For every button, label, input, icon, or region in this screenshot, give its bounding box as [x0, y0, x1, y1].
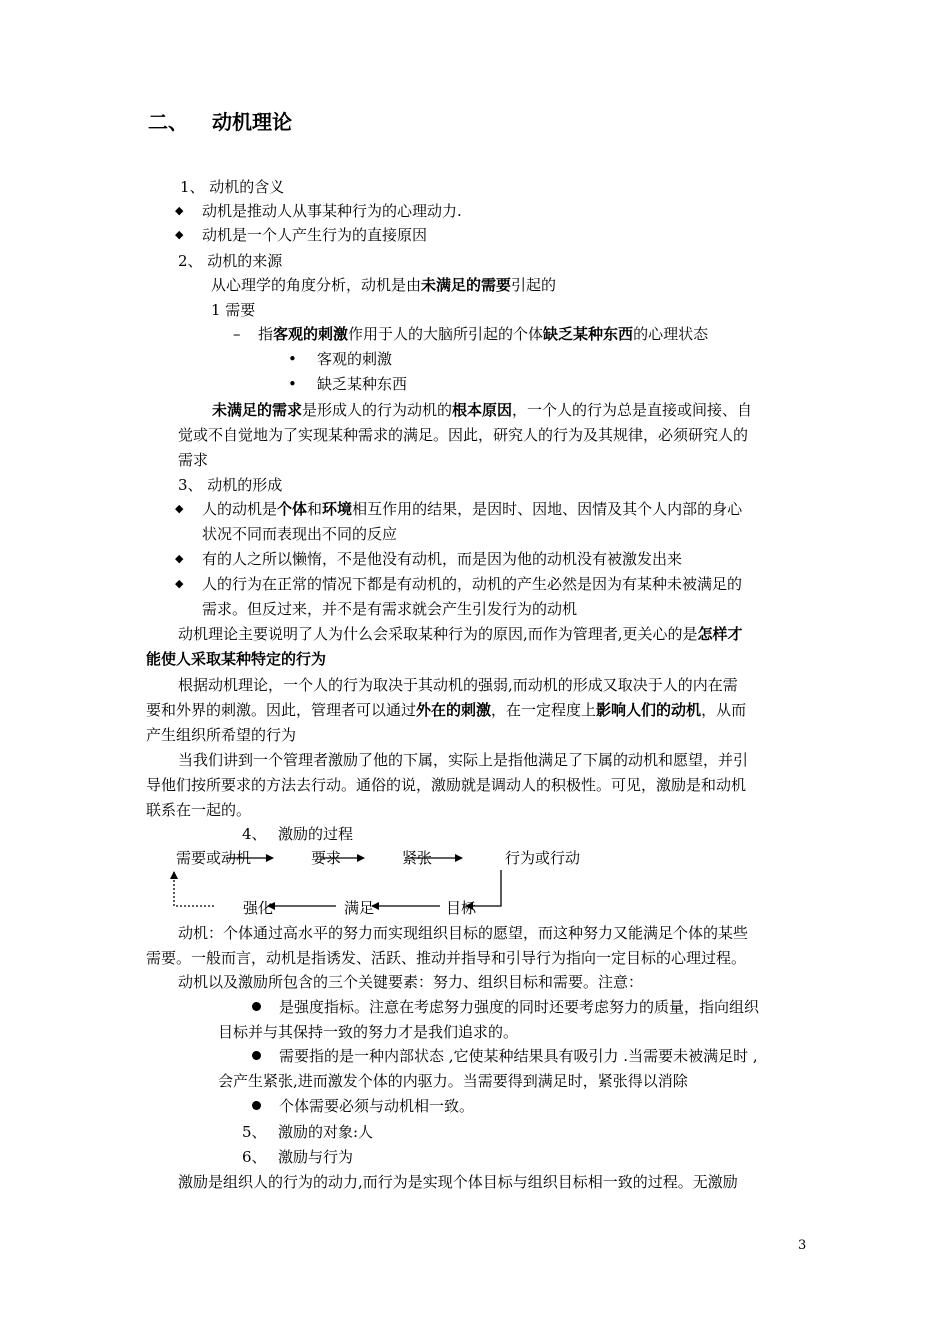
s2-need-title: 1 需要 — [211, 301, 256, 319]
dot-1-line-2: 目标并与其保持一致的努力才是我们追求的。 — [218, 1023, 519, 1041]
s3-bullet-2: 有的人之所以懒惰，不是他没有动机，而是因为他的动机没有被激发出来 — [202, 550, 683, 568]
filled-circle-bullet-icon — [252, 1051, 261, 1060]
flow-node-reinforcement: 强化 — [243, 899, 274, 917]
s1-bullet-2: 动机是一个人产生行为的直接原因 — [202, 226, 428, 244]
filled-circle-bullet-icon — [252, 1101, 261, 1110]
para2-line-1: 根据动机理论，一个人的行为取决于其动机的强弱,而动机的形成又取决于人的内在需 — [178, 676, 738, 694]
s6-title: 激励与行为 — [278, 1148, 354, 1166]
flow-node-behavior: 行为或行动 — [505, 849, 581, 867]
s2-paragraph-line-2: 觉或不自觉地为了实现某种需求的满足。因此，研究人的行为及其规律，必须研究人的 — [178, 426, 749, 444]
diamond-bullet-icon: ◆ — [175, 502, 184, 515]
para4-line-3: 动机以及激励所包含的三个关键要素：努力、组织目标和需要。注意： — [178, 973, 644, 991]
dash-bullet-icon: – — [233, 325, 241, 343]
s2-intro: 从心理学的角度分析，动机是由未满足的需要引起的 — [211, 276, 557, 294]
s3-bullet-1-line-2: 状况不同而表现出不同的反应 — [202, 525, 398, 543]
para3-line-1: 当我们讲到一个管理者激励了他的下属，实际上是指他满足了下属的动机和愿望，并引 — [178, 751, 749, 769]
s2-need-definition: 指客观的刺激作用于人的大脑所引起的个体缺乏某种东西的心理状态 — [258, 325, 709, 343]
para1-line-2: 能使人采取某种特定的行为 — [146, 650, 327, 668]
para2-line-3: 产生组织所希望的行为 — [146, 726, 297, 744]
flow-feedback-dotted — [174, 872, 214, 906]
para4-line-2: 需要。一般而言，动机是指诱发、活跃、推动并指导和引导行为指向一定目标的心理过程。 — [146, 949, 747, 967]
s2-sub-1: 客观的刺激 — [317, 350, 393, 368]
dot-2-line-1: 需要指的是一种内部状态 ,它使某种结果具有吸引力 .当需要未被满足时 , — [279, 1047, 758, 1065]
flow-node-demand: 要求 — [311, 849, 342, 867]
s1-title: 1、 动机的含义 — [180, 178, 285, 196]
s4-number: 4、 — [242, 825, 267, 843]
para3-line-3: 联系在一起的。 — [146, 801, 252, 819]
para2-line-2: 要和外界的刺激。因此，管理者可以通过外在的刺激，在一定程度上影响人们的动机，从而 — [146, 701, 747, 719]
s2-sub-2: 缺乏某种东西 — [317, 375, 408, 393]
filled-circle-bullet-icon — [252, 1002, 261, 1011]
s3-bullet-3-line-2: 需求。但反过来，并不是有需求就会产生引发行为的动机 — [202, 600, 578, 618]
s6-number: 6、 — [242, 1148, 267, 1166]
s1-bullet-1: 动机是推动人从事某种行为的心理动力. — [202, 202, 462, 220]
para3-line-2: 导他们按所要求的方法去行动。通俗的说，激励就是调动人的积极性。可见，激励是和动机 — [146, 776, 747, 794]
dot-3: 个体需要必须与动机相一致。 — [279, 1097, 475, 1115]
s3-bullet-1-line-1: 人的动机是个体和环境相互作用的结果，是因时、因地、因情及其个人内部的身心 — [202, 500, 743, 518]
s3-title: 3、 动机的形成 — [178, 476, 283, 494]
s2-paragraph-line-1: 未满足的需求是形成人的行为动机的根本原因，一个人的行为总是直接或间接、自 — [212, 401, 753, 419]
s4-title: 激励的过程 — [278, 825, 354, 843]
s5-title: 激励的对象:人 — [278, 1123, 374, 1141]
dot-bullet-icon: • — [288, 375, 297, 393]
dot-1-line-1: 是强度指标。注意在考虑努力强度的同时还要考虑努力的质量，指向组织 — [279, 998, 760, 1016]
dot-bullet-icon: • — [288, 350, 297, 368]
last-paragraph-line: 激励是组织人的行为的动力,而行为是实现个体目标与组织目标相一致的过程。无激励 — [178, 1173, 738, 1191]
diamond-bullet-icon: ◆ — [175, 577, 184, 590]
diamond-bullet-icon: ◆ — [175, 552, 184, 565]
dot-2-line-2: 会产生紧张,进而激发个体的内驱力。当需要得到满足时，紧张得以消除 — [218, 1072, 688, 1090]
heading-number: 二、 — [148, 110, 188, 134]
flow-node-need: 需要或动机 — [176, 849, 252, 867]
flow-node-goal: 目标 — [446, 899, 477, 917]
para1-line-1: 动机理论主要说明了人为什么会采取某种行为的原因,而作为管理者,更关心的是怎样才 — [178, 625, 743, 643]
s2-title: 2、 动机的来源 — [178, 252, 283, 270]
flow-node-satisfaction: 满足 — [344, 899, 375, 917]
flow-node-tension: 紧张 — [402, 849, 433, 867]
page-number: 3 — [798, 1238, 807, 1253]
s5-number: 5、 — [242, 1123, 267, 1141]
para4-line-1: 动机：个体通过高水平的努力而实现组织目标的愿望，而这种努力又能满足个体的某些 — [178, 924, 749, 942]
diamond-bullet-icon: ◆ — [175, 228, 184, 241]
diamond-bullet-icon: ◆ — [175, 204, 184, 217]
s3-bullet-3-line-1: 人的行为在正常的情况下都是有动机的，动机的产生必然是因为有某种未被满足的 — [202, 575, 743, 593]
s2-paragraph-line-3: 需求 — [178, 451, 209, 469]
heading-title: 动机理论 — [212, 110, 292, 134]
